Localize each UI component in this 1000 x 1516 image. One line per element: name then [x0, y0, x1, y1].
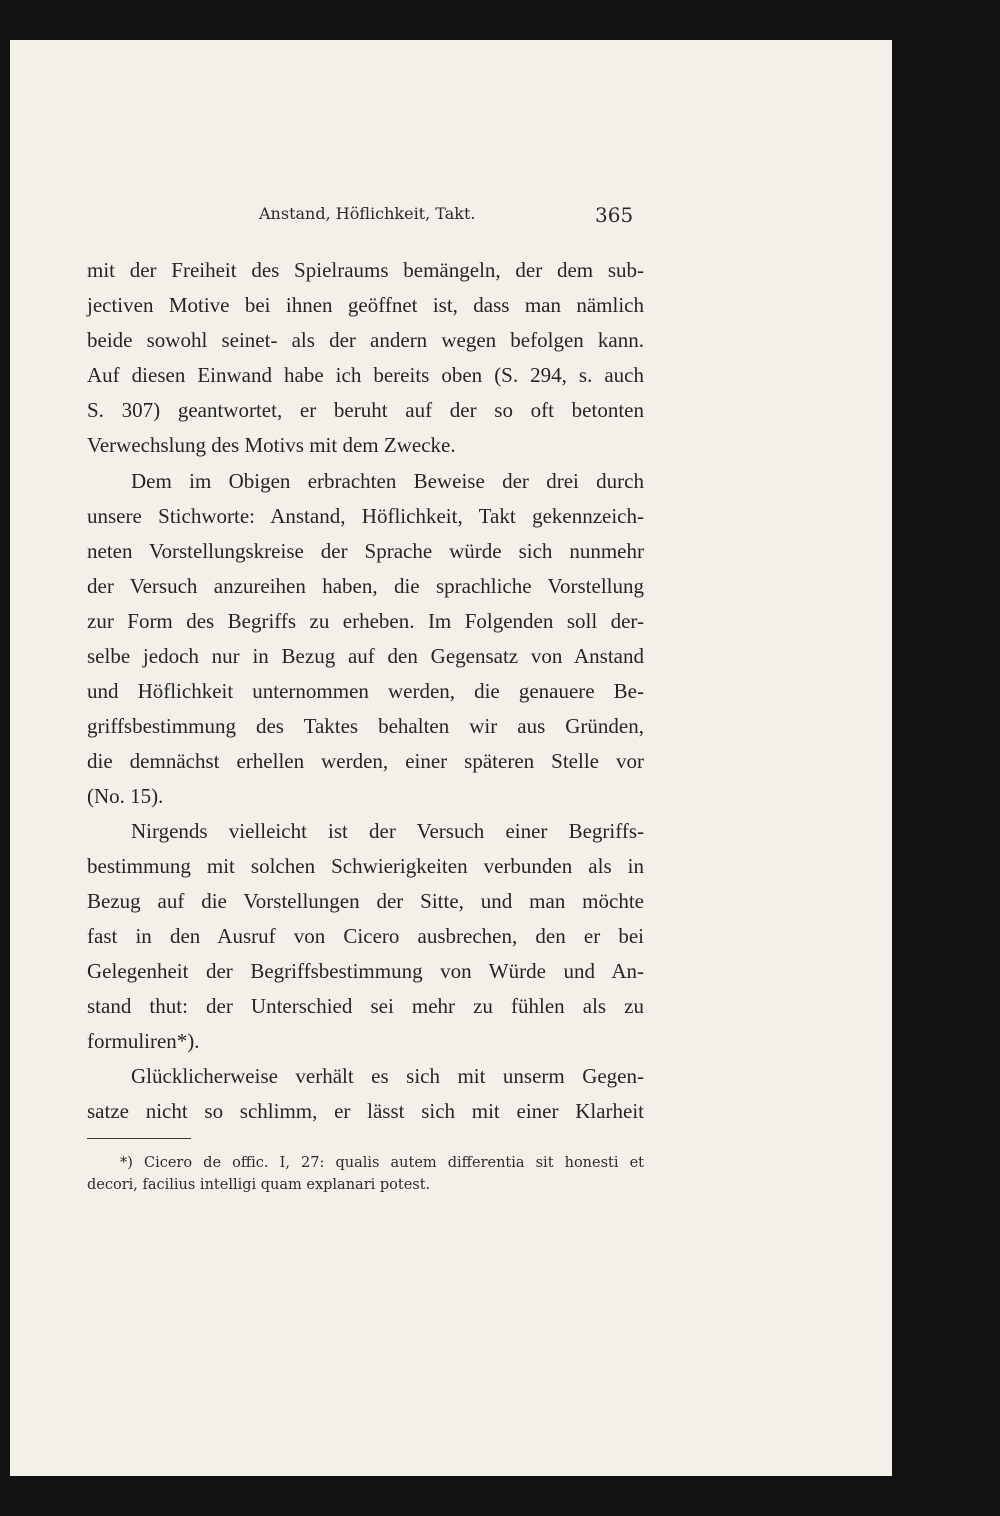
text-line: formuliren*). [87, 1029, 200, 1053]
text-line: Auf diesen Einwand habe ich bereits oben (S. 294, s. auch [87, 363, 644, 387]
text-line: der Versuch anzureihen haben, die sprachliche Vorstellung [87, 574, 644, 598]
text-line: bestimmung mit solchen Schwierigkeiten verbunden als in [87, 854, 644, 878]
text-line: jectiven Motive bei ihnen geöffnet ist, dass man nämlich [87, 293, 644, 317]
text-line: mit der Freiheit des Spielraums bemängeln, der dem sub- [87, 258, 644, 282]
text-line: stand thut: der Unterschied sei mehr zu fühlen als zu [87, 994, 644, 1018]
text-line: Glücklicherweise verhält es sich mit unserm Gegen- [131, 1064, 644, 1088]
text-line: beide sowohl seinet- als der andern wegen befolgen kann. [87, 328, 644, 352]
text-line: und Höflichkeit unternommen werden, die genauere Be- [87, 679, 644, 703]
text-line: zur Form des Begriffs zu erheben. Im Folgenden soll der- [87, 609, 644, 633]
book-page [10, 40, 892, 1476]
text-line: (No. 15). [87, 784, 164, 808]
text-line: Nirgends vielleicht ist der Versuch einer Begriffs- [131, 819, 644, 843]
text-line: selbe jedoch nur in Bezug auf den Gegensatz von Anstand [87, 644, 644, 668]
footnote-line: decori, facilius intelligi quam explanari potest. [87, 1177, 431, 1193]
footnote-line: *) Cicero de offic. I, 27: qualis autem differentia sit honesti et [120, 1155, 644, 1171]
text-line: Verwechslung des Motivs mit dem Zwecke. [87, 433, 456, 457]
text-line: Gelegenheit der Begriffsbestimmung von Würde und An- [87, 959, 644, 983]
text-line: Dem im Obigen erbrachten Beweise der drei durch [131, 469, 644, 493]
page-number: 365 [595, 203, 634, 227]
text-line: satze nicht so schlimm, er lässt sich mit einer Klarheit [87, 1099, 644, 1123]
text-line: Bezug auf die Vorstellungen der Sitte, und man möchte [87, 889, 644, 913]
text-line: unsere Stichworte: Anstand, Höflichkeit, Takt gekennzeich- [87, 504, 644, 528]
text-line: fast in den Ausruf von Cicero ausbrechen, den er bei [87, 924, 644, 948]
text-line: S. 307) geantwortet, er beruht auf der so oft betonten [87, 398, 644, 422]
text-line: die demnächst erhellen werden, einer späteren Stelle vor [87, 749, 644, 773]
running-title: Anstand, Höflichkeit, Takt. [259, 204, 476, 223]
text-line: griffsbestimmung des Taktes behalten wir aus Gründen, [87, 714, 644, 738]
footnote-rule [87, 1138, 191, 1139]
text-line: neten Vorstellungskreise der Sprache würde sich nunmehr [87, 539, 644, 563]
